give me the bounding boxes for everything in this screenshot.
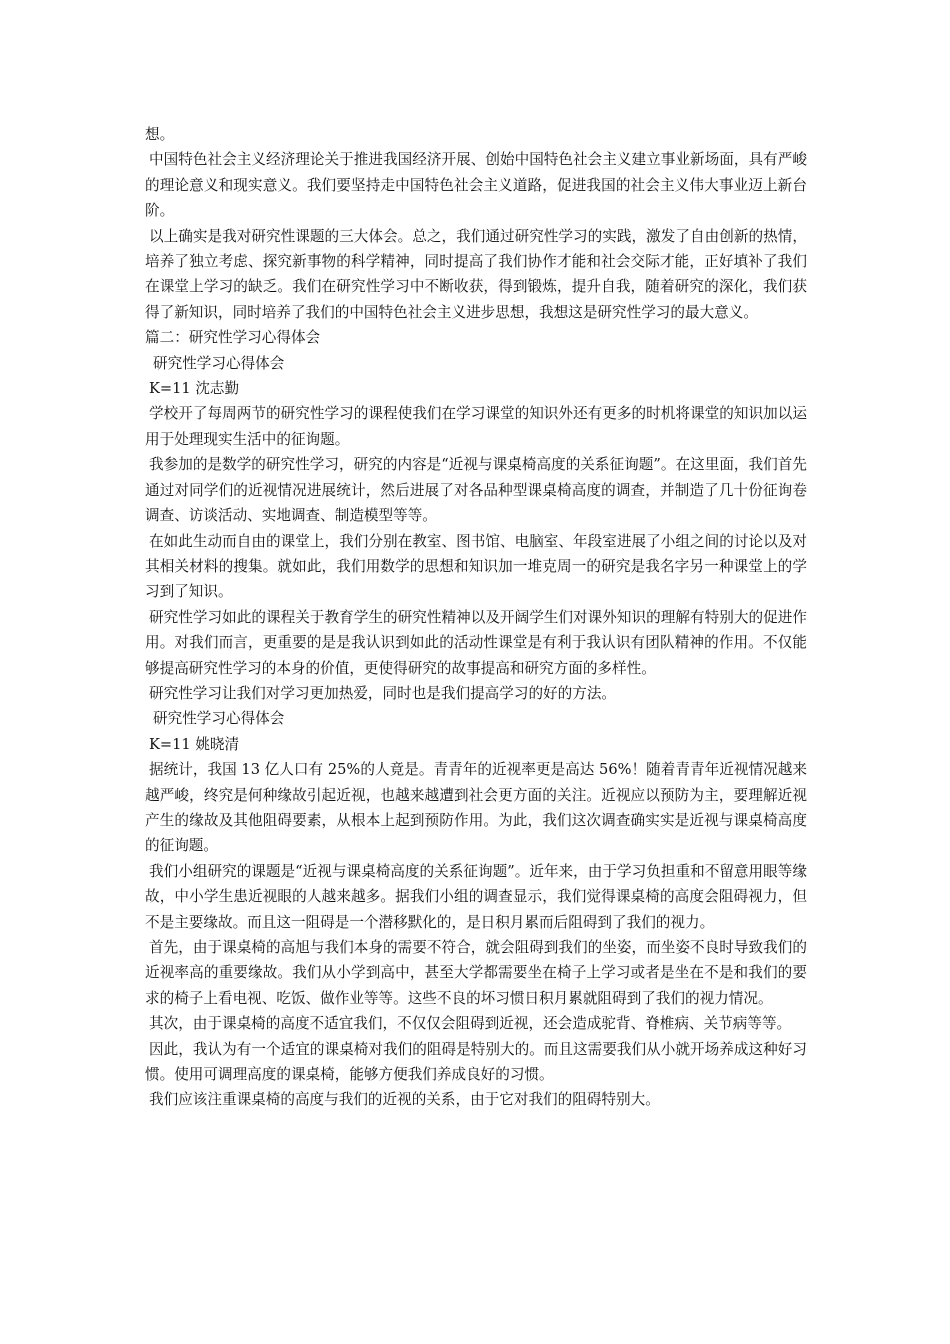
- paragraph: 学校开了每周两节的研究性学习的课程使我们在学习课堂的知识外还有更多的时机将课堂的知识加以运用于处理现实生活中的征询题。: [145, 405, 807, 448]
- author-line: K=11 姚晓清: [149, 735, 240, 753]
- paragraph: 研究性学习如此的课程关于教育学生的研究性精神以及开阔学生们对课外知识的理解有特别大的促进作用。对我们而言，更重要的是是我认识到如此的活动性课堂是有利于我认识有团队精神的作用。不仅能够提高研究性学习的本身的价值，更使得研究的故事提高和研究方面的多样性。: [145, 608, 807, 677]
- paragraph: 以上确实是我对研究性课题的三大体会。总之，我们通过研究性学习的实践，激发了自由创新的热情，培养了独立考虑、探究新事物的科学精神，同时提高了我们协作才能和社会交际才能，正好填补了我们在课堂上学习的缺乏。我们在研究性学习中不断收获，得到锻炼，提升自我，随着研究的深化，我们获得了新知识，同时培养了我们的中国特色社会主义进步思想，我想这是研究性学习的最大意义。: [145, 227, 807, 321]
- author-line: K=11 沈志勤: [149, 380, 240, 398]
- paragraph: 因此，我认为有一个适宜的课桌椅对我们的阻碍是特别大的。而且这需要我们从小就开场养成这种好习惯。使用可调理高度的课桌椅，能够方便我们养成良好的习惯。: [145, 1040, 807, 1084]
- paragraph: 中国特色社会主义经济理论关于推进我国经济开展、创始中国特色社会主义建立事业新场面，具有严峻的理论意义和现实意义。我们要坚持走中国特色社会主义道路，促进我国的社会主义伟大事业迈上新台阶。: [145, 151, 807, 220]
- paragraph: 我们应该注重课桌椅的高度与我们的近视的关系，由于它对我们的阻碍特别大。: [149, 1091, 660, 1109]
- article-title: 研究性学习心得体会: [153, 710, 285, 728]
- section-heading: 篇二：研究性学习心得体会: [145, 329, 321, 347]
- paragraph: 我参加的是数学的研究性学习，研究的内容是“近视与课桌椅高度的关系征询题”。在这里面，我们首先通过对同学们的近视情况进展统计，然后进展了对各品种型课桌椅高度的调查，并制造了几十份征询卷调查、访谈活动、实地调查、制造模型等等。: [145, 456, 807, 525]
- article-title: 研究性学习心得体会: [153, 354, 285, 372]
- paragraph: 首先，由于课桌椅的高旭与我们本身的需要不符合，就会阻碍到我们的坐姿，而坐姿不良时导致我们的近视率高的重要缘故。我们从小学到高中，甚至大学都需要坐在椅子上学习或者是坐在不是和我们的要求的椅子上看电视、吃饭、做作业等等。这些不良的坏习惯日积月累就阻碍到了我们的视力情况。: [145, 939, 807, 1007]
- paragraph: 我们小组研究的课题是“近视与课桌椅高度的关系征询题”。近年来，由于学习负担重和不留意用眼等缘故，中小学生患近视眼的人越来越多。据我们小组的调查显示，我们觉得课桌椅的高度会阻碍视力，但不是主要缘故。而且这一阻碍是一个潜移默化的，是日积月累而后阻碍到了我们的视力。: [145, 862, 807, 931]
- paragraph-continuation: 想。: [145, 126, 175, 143]
- paragraph: 在如此生动而自由的课堂上，我们分别在教室、图书馆、电脑室、年段室进展了小组之间的讨论以及对其相关材料的搜集。就如此，我们用数学的思想和知识加一堆克周一的研究是我名字另一种课堂上的学习到了知识。: [145, 532, 807, 601]
- paragraph: 其次，由于课桌椅的高度不适宜我们，不仅仅会阻碍到近视，还会造成驼背、脊椎病、关节病等等。: [149, 1015, 792, 1033]
- paragraph: 研究性学习让我们对学习更加热爱，同时也是我们提高学习的好的方法。: [149, 684, 617, 702]
- document-page: [145, 122, 807, 1113]
- paragraph: 据统计，我国 13 亿人口有 25%的人竟是。青青年的近视率更是高达 56%！随着青青年近视情况越来越严峻，终究是何种缘故引起近视，也越来越遭到社会更方面的关注。近视应以预防为主，要理解近视产生的缘故及其他阻碍要素，从根本上起到预防作用。为此，我们这次调查确实实是近视与课桌椅高度的征询题。: [145, 761, 807, 855]
